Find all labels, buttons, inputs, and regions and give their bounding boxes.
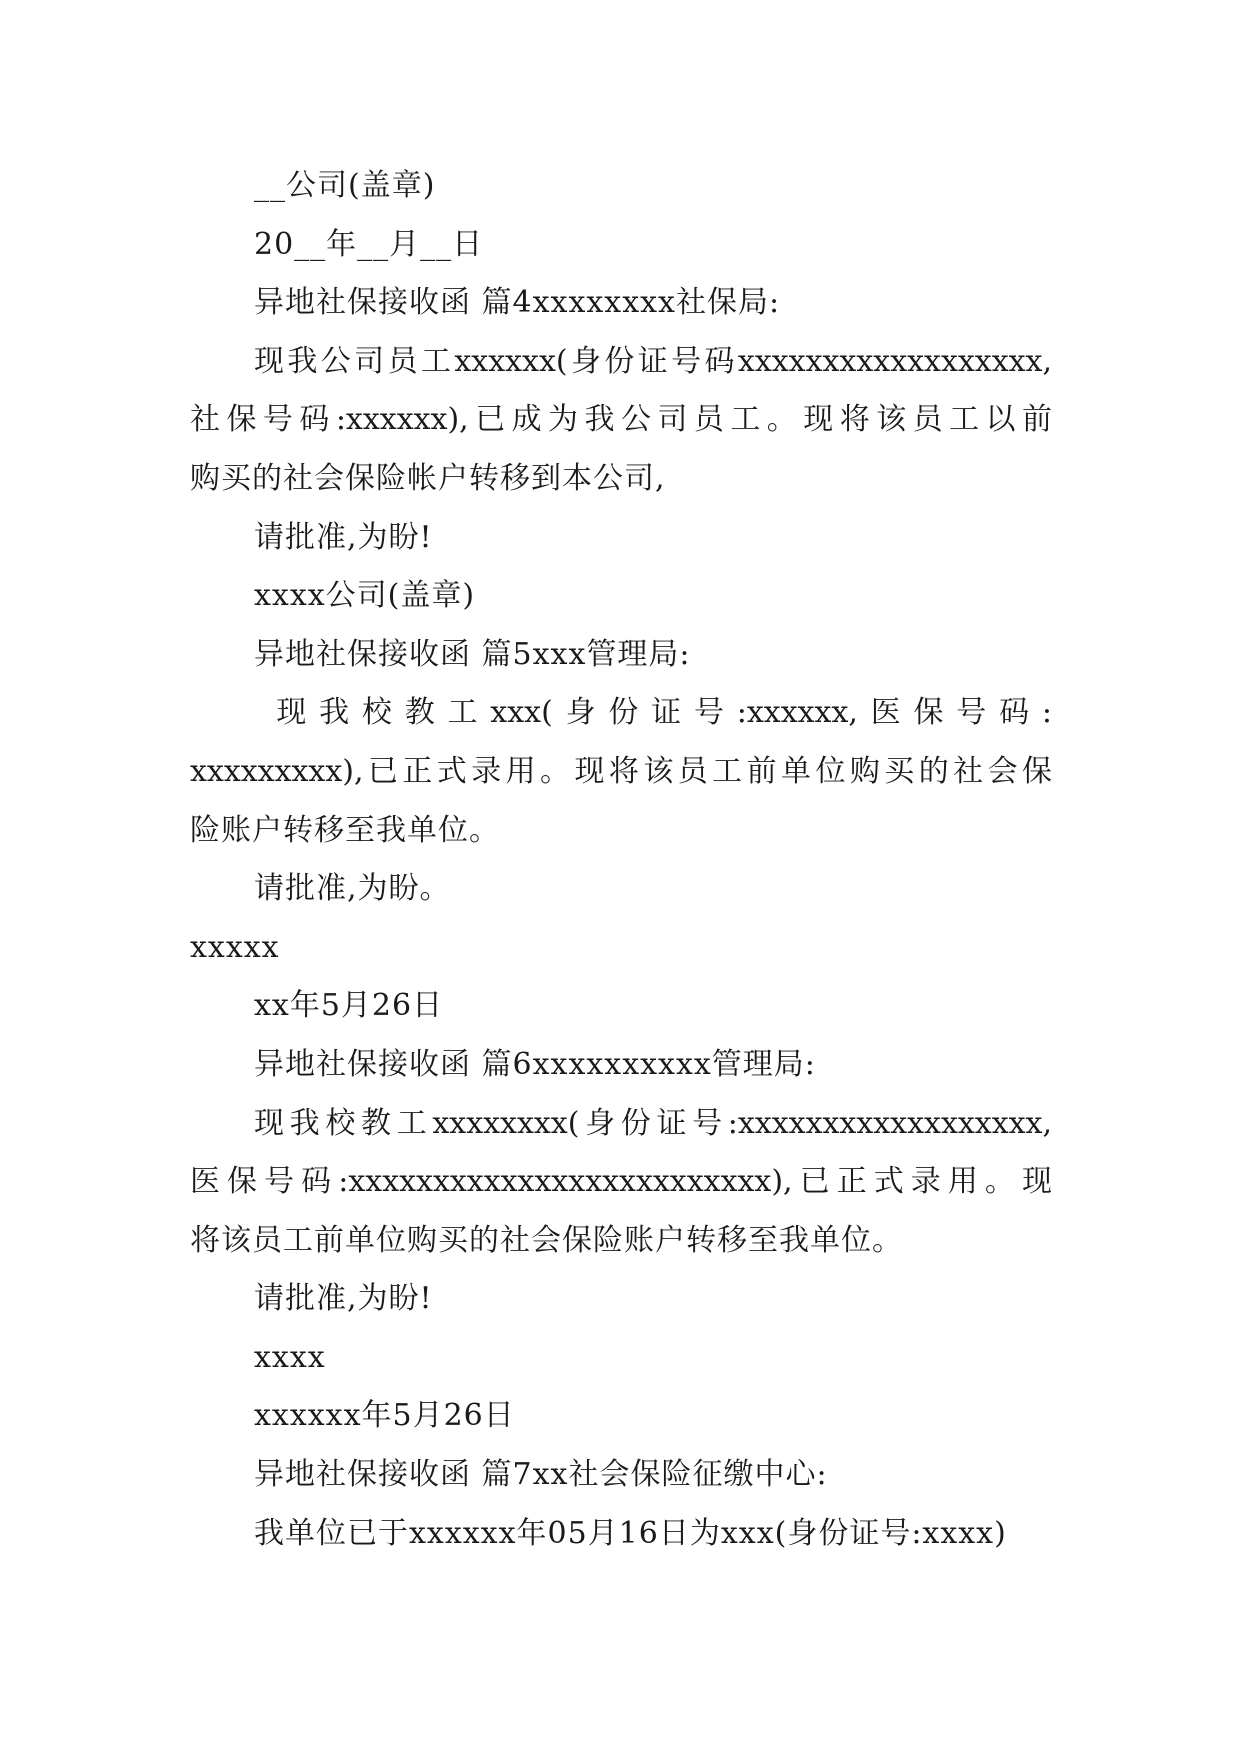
section-6-date-line: xxxxxx年5月26日: [254, 1398, 515, 1434]
section-6-request-line: 请批准,为盼!: [254, 1281, 433, 1317]
company-seal-line: __公司(盖章): [254, 168, 436, 203]
section-5-heading: 异地社保接收函 篇5xxx管理局:: [254, 636, 691, 672]
section-5-paragraph-line: 险账户转移至我单位。: [190, 812, 500, 848]
section-6-paragraph-line: 将该员工前单位购买的社会保险账户转移至我单位。: [190, 1222, 903, 1258]
section-5-paragraph-line: 现我校教工xxx(身份证号:xxxxxx,医保号码:: [254, 695, 1052, 731]
section-6-paragraph-line: 医保号码:xxxxxxxxxxxxxxxxxxxxxxxxx),已正式录用。现: [190, 1164, 1052, 1200]
section-4-signature-line: xxxx公司(盖章): [254, 578, 476, 614]
section-4-paragraph-line: 购买的社会保险帐户转移到本公司,: [190, 460, 666, 496]
section-4-paragraph-line: 社保号码:xxxxxx),已成为我公司员工。现将该员工以前: [190, 402, 1052, 438]
section-4-heading: 异地社保接收函 篇4xxxxxxxx社保局:: [254, 285, 781, 321]
section-7-paragraph-line: 我单位已于xxxxxx年05月16日为xxx(身份证号:xxxx): [254, 1515, 1007, 1551]
section-5-date-line: xx年5月26日: [254, 988, 444, 1024]
section-5-signature-line: xxxxx: [190, 929, 280, 965]
section-6-signature-line: xxxx: [254, 1339, 326, 1375]
section-6-heading: 异地社保接收函 篇6xxxxxxxxxx管理局:: [254, 1046, 816, 1082]
section-5-request-line: 请批准,为盼。: [254, 871, 451, 907]
section-7-heading: 异地社保接收函 篇7xx社会保险征缴中心:: [254, 1457, 828, 1493]
date-line: 20__年__月__日: [254, 226, 484, 262]
document-body: [190, 157, 1052, 1563]
section-4-paragraph-line: 现我公司员工xxxxxx(身份证号码xxxxxxxxxxxxxxxxxx,: [254, 343, 1052, 379]
section-6-paragraph-line: 现我校教工xxxxxxxx(身份证号:xxxxxxxxxxxxxxxxxx,: [254, 1105, 1052, 1141]
section-5-paragraph-line: xxxxxxxxx),已正式录用。现将该员工前单位购买的社会保: [190, 753, 1052, 789]
section-4-request-line: 请批准,为盼!: [254, 519, 433, 555]
